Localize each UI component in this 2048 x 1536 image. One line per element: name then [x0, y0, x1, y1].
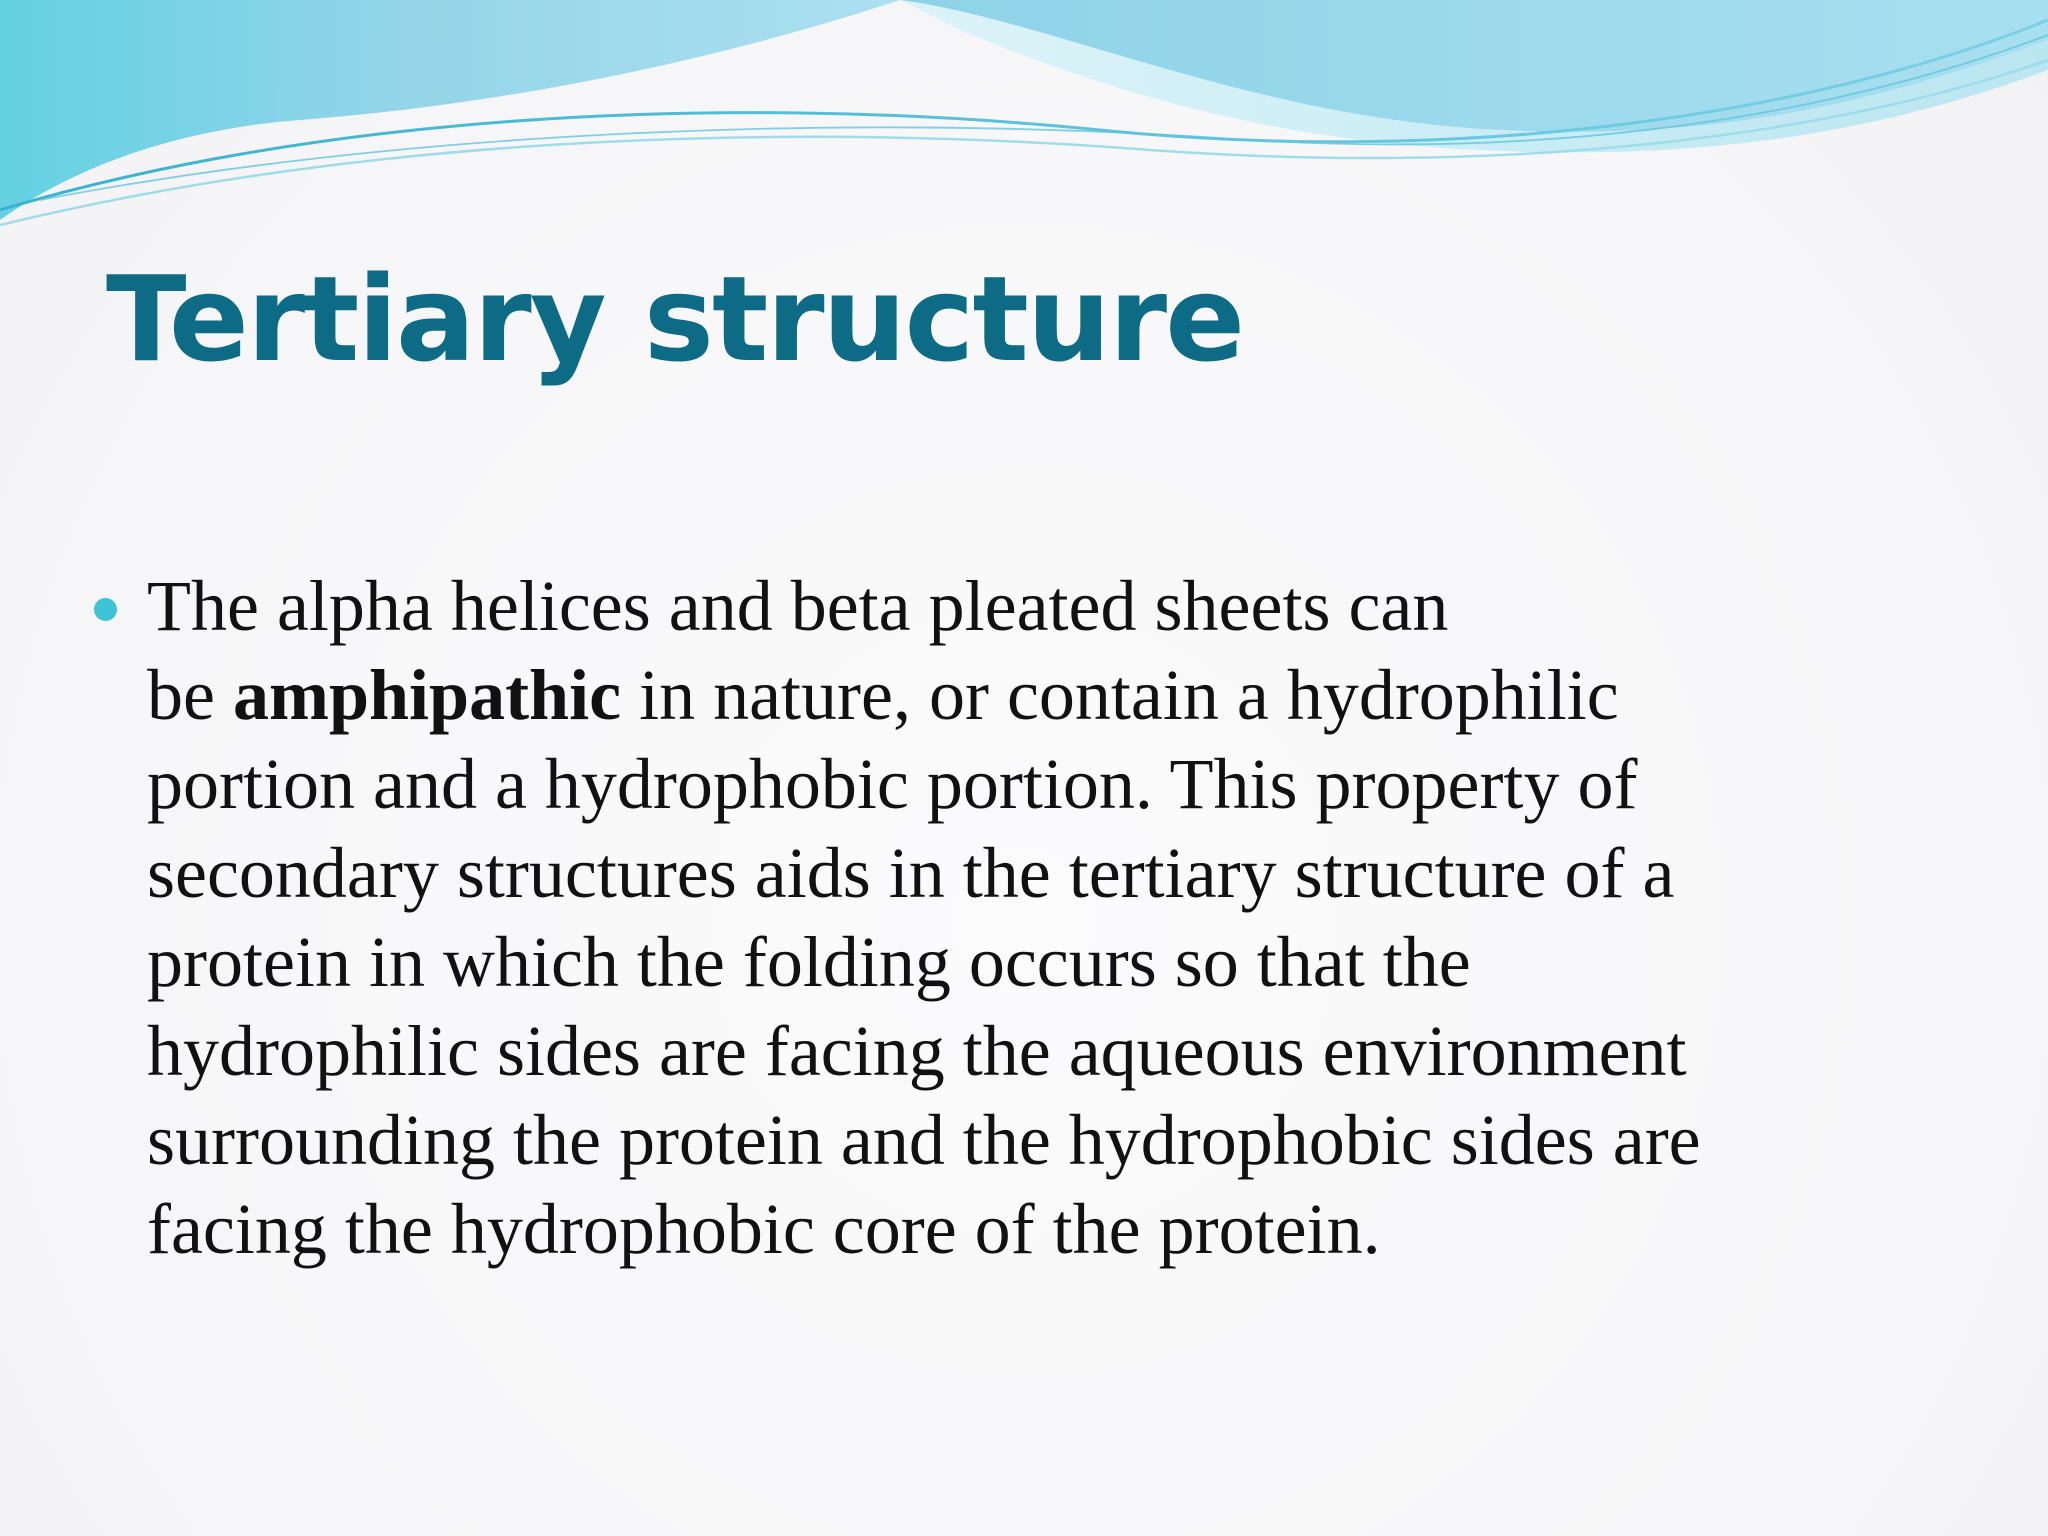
line-7-seg-1: surrounding the protein and the hydrophobic sides are — [147, 1100, 1701, 1180]
line-2-seg-3: in nature, or contain a hydrophilic — [621, 655, 1619, 735]
term-amphipathic: amphipathic — [232, 655, 622, 735]
line-6-seg-1: hydrophilic sides are facing the aqueous environment — [147, 1011, 1687, 1091]
wave-band-left — [0, 0, 900, 220]
bullet-text — [147, 562, 1701, 1274]
line-4-seg-1: secondary structures aids in the tertiary structure of a — [147, 833, 1675, 913]
wave-banner-decoration — [0, 0, 2048, 240]
slide-content — [94, 562, 1994, 1274]
line-1-seg-1: The alpha helices and beta pleated sheets can — [147, 566, 1449, 646]
slide-title: Tertiary structure — [106, 250, 1244, 388]
line-2-seg-1: be — [147, 655, 233, 735]
bullet-dot-icon — [94, 598, 117, 621]
line-5-seg-1: protein in which the folding occurs so that the — [147, 922, 1471, 1002]
line-8-seg-1: facing the hydrophobic core of the protein. — [147, 1189, 1381, 1269]
bullet-item — [94, 562, 1994, 1274]
line-3-seg-1: portion and a hydrophobic portion. This property of — [147, 744, 1638, 824]
